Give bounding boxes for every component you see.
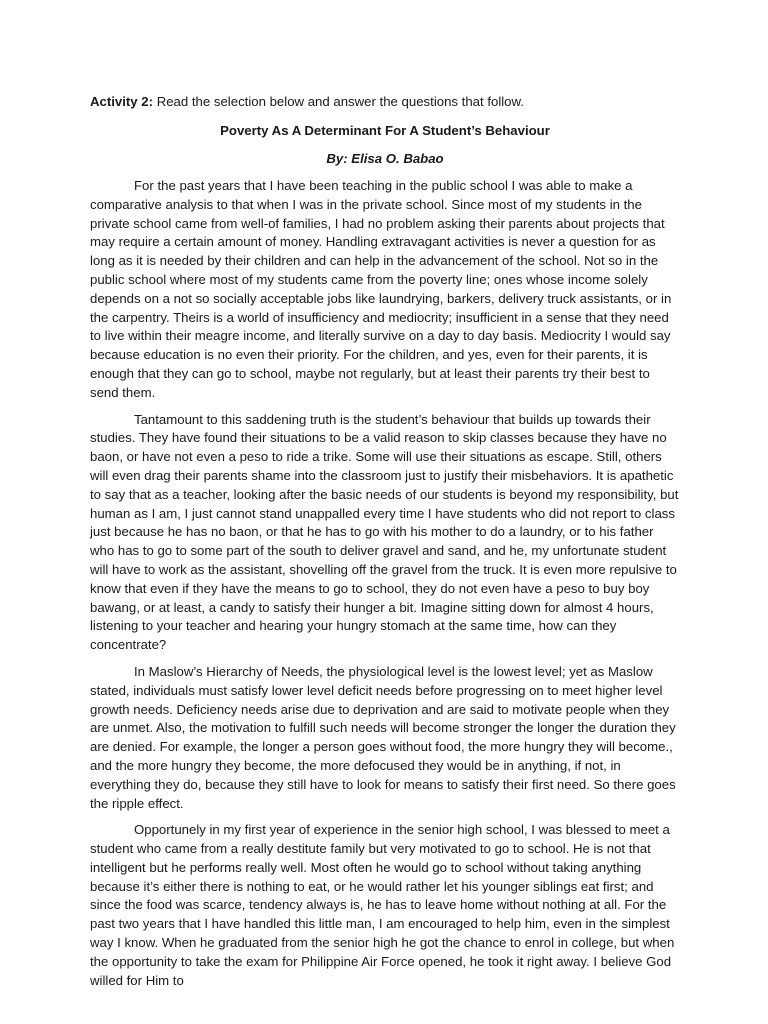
paragraph-2: Tantamount to this saddening truth is the student’s behaviour that builds up towards their studies. They have found their situations to be a valid reason to skip classes because they have no baon, or have not even a peso to ride a trike. Some will use their situations as escape. Still, others will even drag their parents shame into the classroom just to justify their misbehaviors. It is apathetic to say that as a teacher, looking after the basic needs of our students is beyond my responsibility, but human as I am, I just cannot stand unappalled every time I have students who did not report to class just because he has no baon, or that he has to go with his mother to do a laundry, or to his father who has to go to some part of the south to deliver gravel and sand, and he, my unfortunate student will have to work as the assistant, shovelling off the gravel from the truck. It is even more repulsive to know that even if they have the means to go to school, they do not even have a peso to buy boy bawang, or at least, a candy to satisfy their hunger a bit. Imagine sitting down for almost 4 hours, listening to your teacher and hearing your hungry stomach at the same time, how can they concentrate?: [90, 411, 679, 653]
activity-label: Activity 2:: [90, 94, 154, 109]
article-title: Poverty As A Determinant For A Student’s Behaviour: [220, 123, 550, 138]
document-page: [90, 92, 680, 998]
paragraph-4: Opportunely in my first year of experience in the senior high school, I was blessed to meet a student who came from a really destitute family but very motivated to go to school. He is not that intelligent but he performs really well. Most often he would go to school without taking anything because it’s either there is nothing to eat, or he would rather let his younger siblings eat first; and since the food was scarce, tendency always is, he has to leave home without nothing at all. For the past two years that I have handled this little man, I am encouraged to help him, even in the simplest way I know. When he graduated from the senior high he got the chance to enrol in college, but when the opportunity to take the exam for Philippine Air Force opened, he took it right away. I believe God willed for Him to: [90, 822, 675, 988]
article-byline: By: Elisa O. Babao: [326, 151, 444, 166]
paragraph-3: In Maslow’s Hierarchy of Needs, the physiological level is the lowest level; yet as Maslow stated, individuals must satisfy lower level deficit needs before progressing on to meet higher level growth needs. Deficiency needs arise due to deprivation and are said to motivate people when they are unmet. Also, the motivation to fulfill such needs will become stronger the longer the duration they are denied. For example, the longer a person goes without food, the more hungry they will become., and the more hungry they become, the more defocused they would be in anything, if not, in everything they do, because they still have to look for means to satisfy their first need. So there goes the ripple effect.: [90, 663, 676, 811]
activity-instruction: [90, 92, 680, 111]
paragraph-1: For the past years that I have been teaching in the public school I was able to make a comparative analysis to that when I was in the private school. Since most of my students in the private school came from well-of families, I had no problem asking their parents about projects that may require a certain amount of money. Handling extravagant activities is never a question for as long as it is needed by their children and can help in the advancement of the school. Not so in the public school where most of my students came from the poverty line; ones whose income solely depends on a not so socially acceptable jobs like laundrying, barkers, delivery truck assistants, or in the carpentry. Theirs is a world of insufficiency and mediocrity; insufficient in a sense that they need to live within their meagre income, and literally survive on a day to day basis. Mediocrity I would say because education is no even their priority. For the children, and yes, even for their parents, it is enough that they can go to school, maybe not regularly, but at least their parents try their best to send them.: [90, 178, 672, 400]
activity-instruction-text: Read the selection below and answer the questions that follow.: [153, 94, 524, 109]
